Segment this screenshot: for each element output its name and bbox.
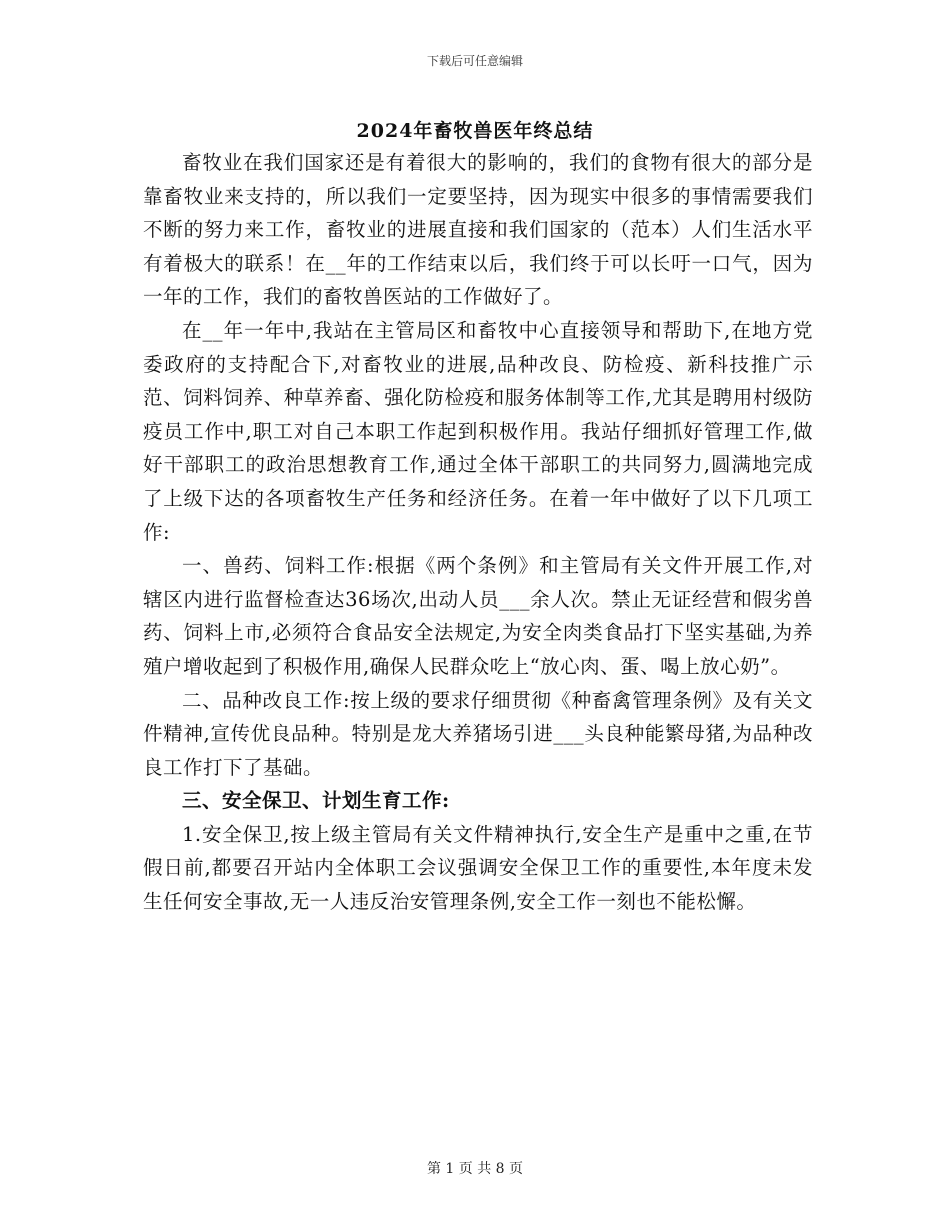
paragraph-section-3-1: 1.安全保卫,按上级主管局有关文件精神执行,安全生产是重中之重,在节假日前,都要召开站内全体职工会议强调安全保卫工作的重要性,本年度未发生任何安全事故,无一人违反治安管理条例,安全工作一刻也不能松懈。 xyxy=(143,822,813,914)
header-note: 下载后可任意编辑 xyxy=(426,54,523,68)
page-footer: 第 1 页 共 8 页 xyxy=(426,1161,524,1177)
paragraph-overview: 在__年一年中,我站在主管局区和畜牧中心直接领导和帮助下,在地方党委政府的支持配合下,对畜牧业的进展,品种改良、防检疫、新科技推广示范、饲料饲养、种草养畜、强化防检疫和服务体制等工作,尤其是聘用村级防疫员工作中,职工对自己本职工作起到积极作用。我站仔细抓好管理工作,做好干部职工的政治思想教育工作,通过全体干部职工的共同努力,圆满地完成了上级下达的各项畜牧生产任务和经济任务。在着一年中做好了以下几项工作: xyxy=(143,318,813,544)
paragraph-section-2: 二、品种改良工作:按上级的要求仔细贯彻《种畜禽管理条例》及有关文件精神,宣传优良品种。特别是龙大养猪场引进___头良种能繁母猪,为品种改良工作打下了基础。 xyxy=(143,688,813,779)
paragraph-section-1: 一、兽药、饲料工作:根据《两个条例》和主管局有关文件开展工作,对辖区内进行监督检查达36场次,出动人员___余人次。禁止无证经营和假劣兽药、饲料上市,必须符合食品安全法规定,为安全肉类食品打下坚实基础,为养殖户增收起到了积极作用,确保人民群众吃上“放心肉、蛋、喝上放心奶”。 xyxy=(143,554,813,678)
section-3-heading: 三、安全保卫、计划生育工作: xyxy=(182,789,450,813)
document-title: 2024年畜牧兽医年终总结 xyxy=(356,120,594,142)
document-body xyxy=(143,146,813,919)
paragraph-intro: 畜牧业在我们国家还是有着很大的影响的，我们的食物有很大的部分是靠畜牧业来支持的，所以我们一定要坚持，因为现实中很多的事情需要我们不断的努力来工作，畜牧业的进展直接和我们国家的（范本）人们生活水平有着极大的联系！在__年的工作结束以后，我们终于可以长吁一口气，因为一年的工作，我们的畜牧兽医站的工作做好了。 xyxy=(143,151,813,309)
